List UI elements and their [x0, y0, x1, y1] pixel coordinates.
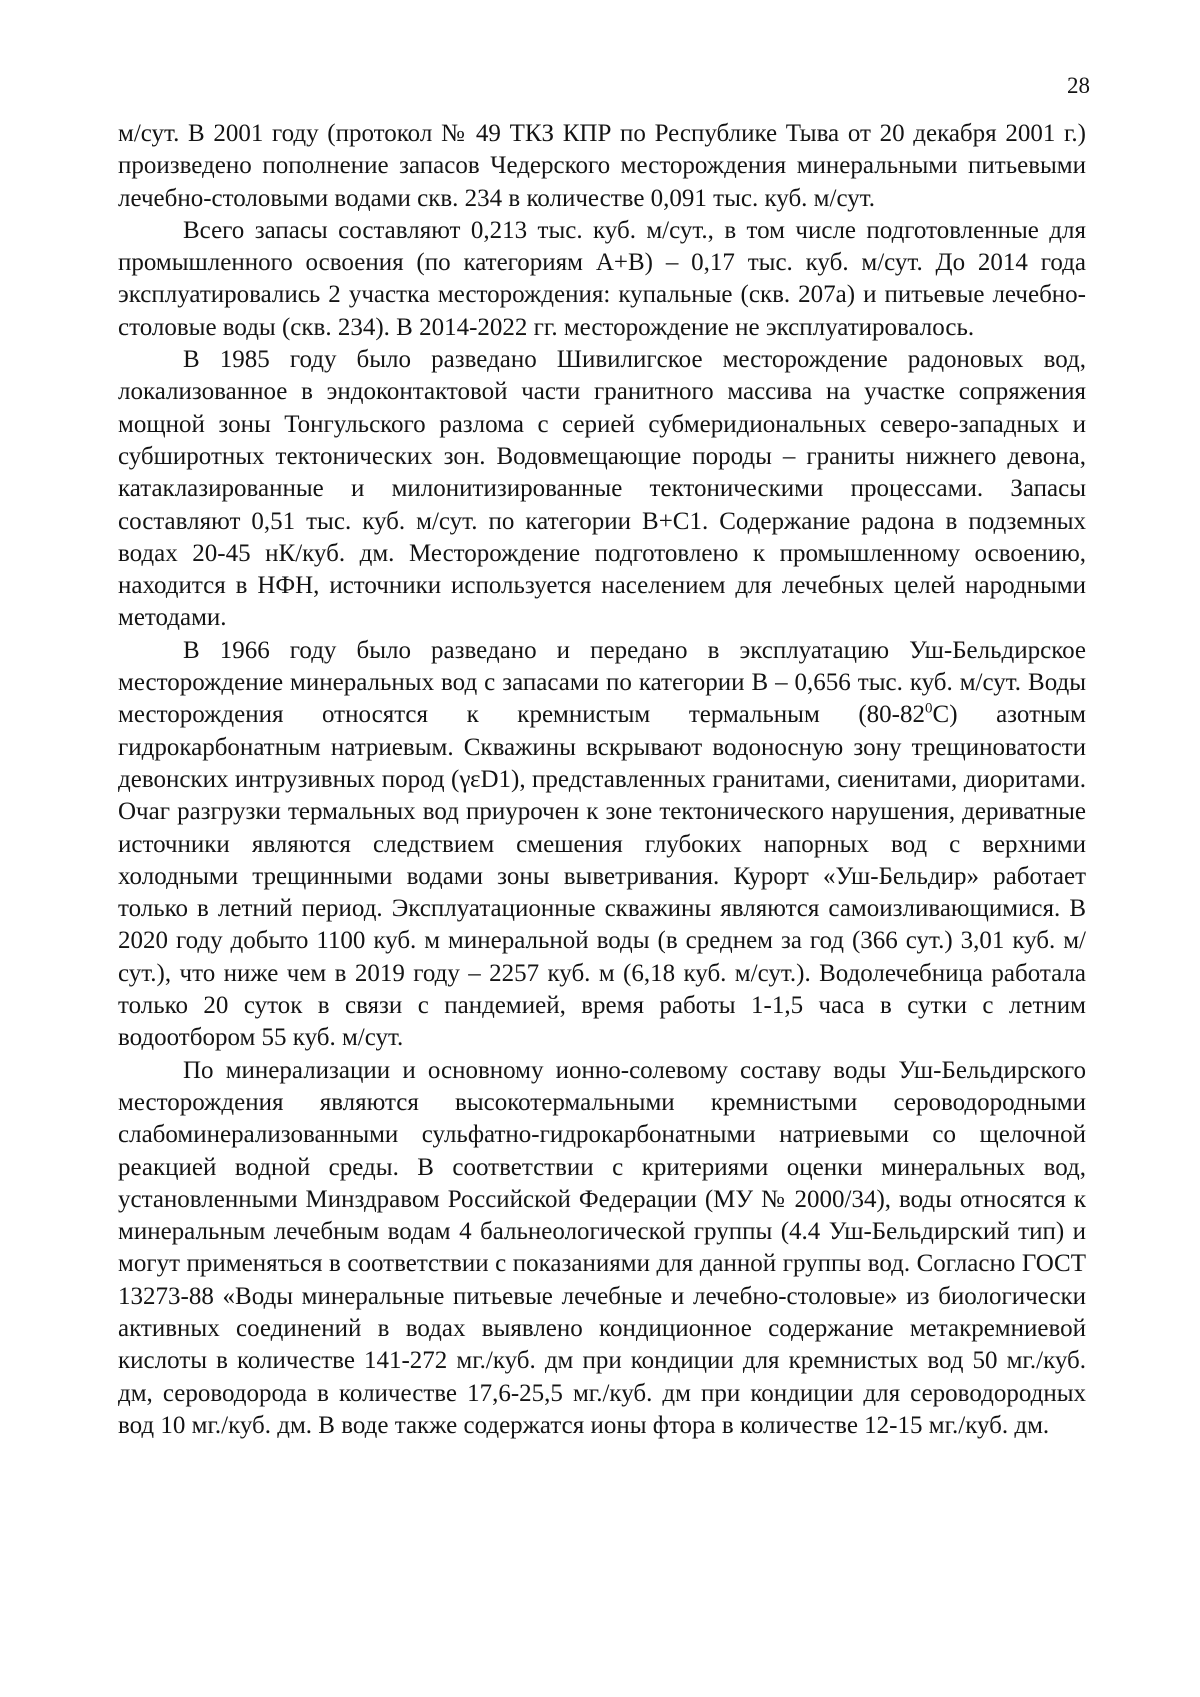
paragraph-mineralization: По минерализации и основному ионно-солевому составу воды Уш-Бельдирского месторождения являются высокотермальными кремнистыми сероводородными слабоминерализованными сульфатно-гидрокарбонатными натриевыми со щелочной реакцией водной среды. В соответствии с критериями оценки минеральных вод, установленными Минздравом Российской Федерации (МУ № 2000/34), воды относятся к минеральным лечебным водам 4 бальнеологической группы (4.4 Уш-Бельдирский тип) и могут применяться в соответствии с показаниями для данной группы вод. Согласно ГОСТ 13273-88 «Воды минеральные питьевые лечебные и лечебно-столовые» из биологически активных соединений в водах выявлено кондиционное содержание метакремниевой кислоты в количестве 141-272 мг./куб. дм при кондиции для кремнистых вод 50 мг./куб. дм, сероводорода в количестве 17,6-25,5 мг./куб. дм при кондиции для сероводородных вод 10 мг./куб. дм. В воде также содержатся ионы фтора в количестве 12-15 мг./куб. дм.	[118, 1056, 1086, 1439]
body-text	[118, 118, 1086, 1442]
paragraph-1-continuation: м/сут. В 2001 году (протокол № 49 ТКЗ КПР по Республике Тыва от 20 декабря 2001 г.) произведено пополнение запасов Чедерского месторождения минеральными питьевыми лечебно-столовыми водами скв. 234 в количестве 0,091 тыс. куб. м/сут.	[118, 120, 1086, 212]
paragraph-shiviligskoe-deposit: В 1985 году было разведано Шивилигское месторождение радоновых вод, локализованное в эндоконтактовой части гранитного массива на участке сопряжения мощной зоны Тонгульского разлома с серией субмеридиональных северо-западных и субширотных тектонических зон. Водовмещающие породы – граниты нижнего девона, катаклазированные и милонитизированные тектоническими процессами. Запасы составляют 0,51 тыс. куб. м/сут. по категории В+С1. Содержание радона в подземных водах 20-45 нК/куб. дм. Месторождение подготовлено к промышленному освоению, находится в НФН, источники используется населением для лечебных целей народными методами.	[118, 346, 1086, 632]
paragraph-ush-beldir-deposit	[118, 635, 1086, 1055]
paragraph-total-reserves: Всего запасы составляют 0,213 тыс. куб. м/сут., в том числе подготовленные для промышленного освоения (по категориям А+В) – 0,17 тыс. куб. м/сут. До 2014 года эксплуатировались 2 участка месторождения: купальные (скв. 207а) и питьевые лечебно-столовые воды (скв. 234). В 2014-2022 гг. месторождение не эксплуатировалось.	[118, 216, 1086, 341]
degree-superscript: 0	[925, 701, 933, 718]
paragraph-ush-beldir-text-after: С) азотным гидрокарбонатным натриевым. Скважины вскрывают водоносную зону трещиноватости девонских интрузивных пород (γεD1), представленных гранитами, сиенитами, диоритами. Очаг разгрузки термальных вод приурочен к зоне тектонического нарушения, дериватные источники являются следствием смешения глубоких напорных вод с верхними холодными трещинными водами зоны выветривания. Курорт «Уш-Бельдир» работает только в летний период. Эксплуатационные скважины являются самоизливающимися. В 2020 году добыто 1100 куб. м минеральной воды (в среднем за год (366 сут.) 3,01 куб. м/сут.), что ниже чем в 2019 году – 2257 куб. м (6,18 куб. м/сут.). Водолечебница работала только 20 суток в связи с пандемией, время работы 1-1,5 часа в сутки с летним водоотбором 55 куб. м/сут.	[118, 701, 1086, 1052]
page-number: 28	[1067, 73, 1090, 98]
paragraph-ush-beldir-text-before: В 1966 году было разведано и передано в эксплуатацию Уш-Бельдирское месторождение минеральных вод с запасами по категории В – 0,656 тыс. куб. м/сут. Воды месторождения относятся к кремнистым термальным (80-82	[118, 636, 1086, 729]
